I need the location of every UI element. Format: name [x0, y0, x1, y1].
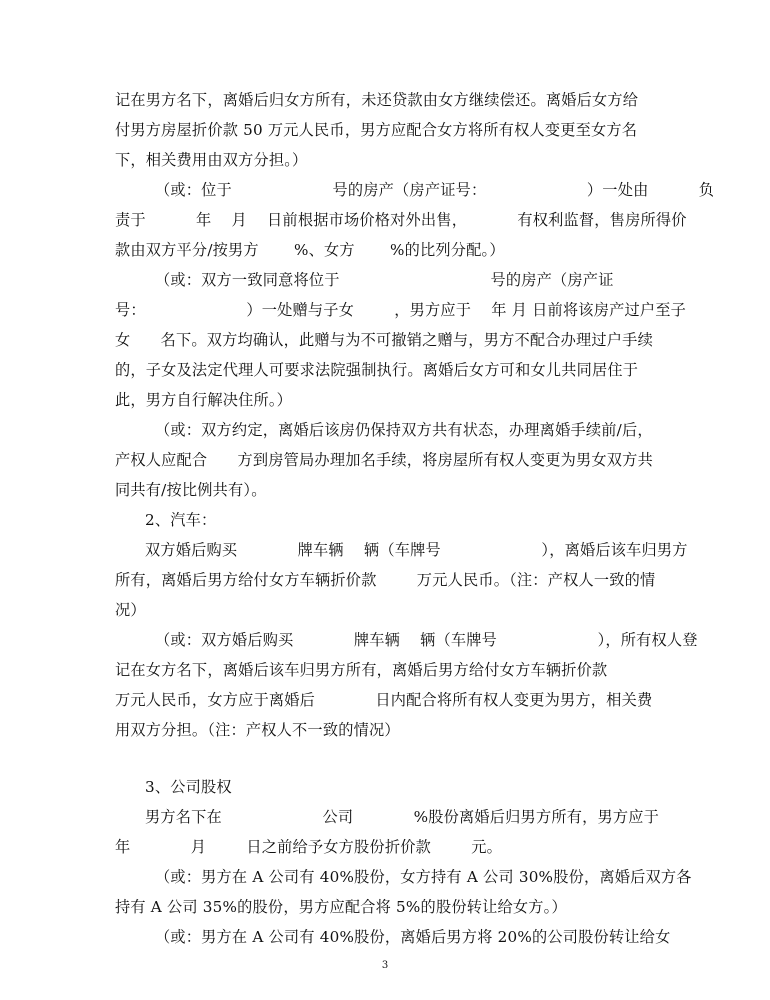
text-line: 所有，离婚后男方给付女方车辆折价款 万元人民币。（注：产权人一致的情	[115, 571, 656, 589]
section-heading: 3、公司股权	[145, 778, 232, 796]
text-line: （或：男方在 A 公司有 40%股份，女方持有 A 公司 30%股份，离婚后双方各	[155, 868, 692, 886]
text-line: 款由双方平分/按男方 %、女方 %的比列分配。）	[115, 241, 505, 259]
text-line: 女 名下。双方均确认，此赠与为不可撤销之赠与，男方不配合办理过户手续	[115, 331, 653, 349]
text-line: 万元人民币，女方应于离婚后 日内配合将所有权人变更为男方，相关费	[115, 691, 653, 709]
text-line: （或：位于 号的房产（房产证号： ）一处由 负	[155, 181, 715, 199]
text-line: 付男方房屋折价款 50 万元人民币，男方应配合女方将所有权人变更至女方名	[115, 121, 638, 139]
section-heading: 2、汽车：	[145, 511, 217, 529]
text-line: （或：双方约定，离婚后该房仍保持双方共有状态，办理离婚手续前/后，	[155, 421, 653, 439]
text-line: 号： ）一处赠与子女 ，男方应于 年 月 日前将该房产过户至子	[115, 301, 687, 319]
text-line: 同共有/按比例共有）。	[115, 481, 267, 499]
text-line: 用双方分担。（注：产权人不一致的情况）	[115, 721, 400, 739]
text-line: 记在女方名下，离婚后该车归男方所有，离婚后男方给付女方车辆折价款	[115, 661, 608, 679]
text-line: 此，男方自行解决住所。）	[115, 391, 293, 409]
text-line: 年 月 日之前给予女方股份折价款 元。	[115, 838, 502, 856]
text-line: 下，相关费用由双方分担。）	[115, 151, 308, 169]
text-line: （或：双方一致同意将位于 号的房产（房产证	[155, 271, 614, 289]
text-line: （或：男方在 A 公司有 40%股份，离婚后男方将 20%的公司股份转让给女	[155, 928, 671, 946]
text-line: 双方婚后购买 牌车辆 辆（车牌号 ），离婚后该车归男方	[145, 541, 688, 559]
text-line: 的，子女及法定代理人可要求法院强制执行。离婚后女方可和女儿共同居住于	[115, 361, 639, 379]
page-number: 3	[381, 960, 389, 971]
text-line: 产权人应配合 方到房管局办理加名手续，将房屋所有权人变更为男女双方共	[115, 451, 653, 469]
text-line: 责于 年 月 日前根据市场价格对外出售， 有权利监督，售房所得价	[115, 211, 687, 229]
text-line: 记在男方名下，离婚后归女方所有，未还贷款由女方继续偿还。离婚后女方给	[115, 91, 639, 109]
text-line: 持有 A 公司 35%的股份，男方应配合将 5%的股份转让给女方。）	[115, 898, 567, 916]
text-line: （或：双方婚后购买 牌车辆 辆（车牌号 ），所有权人登	[155, 631, 698, 649]
text-line: 况）	[115, 601, 146, 619]
text-line: 男方名下在 公司 %股份离婚后归男方所有，男方应于	[145, 808, 660, 826]
